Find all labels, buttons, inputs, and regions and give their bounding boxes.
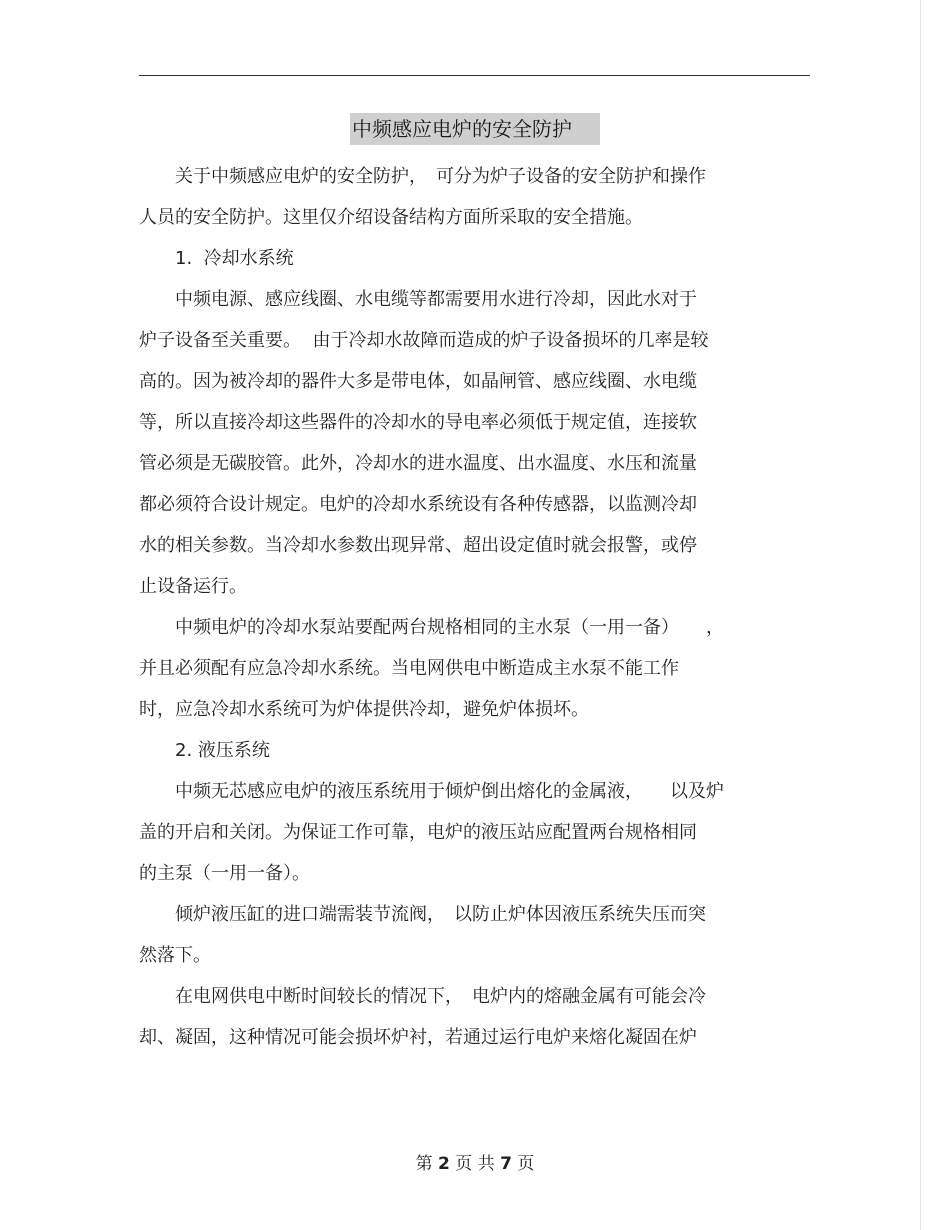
text-line: 2. 液压系统 <box>139 740 270 761</box>
document-body <box>139 156 810 1058</box>
text-line: 止设备运行。 <box>139 576 247 597</box>
text-line: 并且必须配有应急冷却水系统。当电网供电中断造成主水泵不能工作 <box>139 658 679 679</box>
page-footer <box>0 1150 950 1178</box>
text-line: 中频无芯感应电炉的液压系统用于倾炉倒出熔化的金属液， 以及炉 <box>139 781 724 802</box>
text-line: 却、凝固，这种情况可能会损坏炉衬，若通过运行电炉来熔化凝固在炉 <box>139 1027 697 1048</box>
footer-page-number: 2 <box>438 1154 450 1174</box>
text-line: 在电网供电中断时间较长的情况下， 电炉内的熔融金属有可能会冷 <box>139 986 706 1007</box>
text-line: 时，应急冷却水系统可为炉体提供冷却，避免炉体损坏。 <box>139 699 589 720</box>
text-line: 等，所以直接冷却这些器件的冷却水的导电率必须低于规定值，连接软 <box>139 412 697 433</box>
footer-total-pages: 7 <box>500 1154 512 1174</box>
page-edge <box>920 0 921 1230</box>
text-line: 盖的开启和关闭。为保证工作可靠，电炉的液压站应配置两台规格相同 <box>139 822 697 843</box>
text-line: 中频电炉的冷却水泵站要配两台规格相同的主水泵（一用一备） ， <box>139 617 724 638</box>
text-line: 关于中频感应电炉的安全防护， 可分为炉子设备的安全防护和操作 <box>139 166 706 187</box>
text-line: 1. 冷却水系统 <box>139 248 294 269</box>
text-line: 管必须是无碳胶管。此外，冷却水的进水温度、出水温度、水压和流量 <box>139 453 697 474</box>
text-line: 的主泵（一用一备）。 <box>139 863 310 884</box>
text-line: 然落下。 <box>139 945 211 966</box>
text-line: 都必须符合设计规定。电炉的冷却水系统设有各种传感器，以监测冷却 <box>139 494 697 515</box>
header-rule <box>139 75 810 76</box>
title-container <box>0 113 950 145</box>
text-line: 炉子设备至关重要。 由于冷却水故障而造成的炉子设备损坏的几率是较 <box>139 330 709 351</box>
footer-suffix: 页 <box>517 1154 535 1174</box>
footer-prefix: 第 <box>415 1154 433 1174</box>
text-line: 人员的安全防护。这里仅介绍设备结构方面所采取的安全措施。 <box>139 207 643 228</box>
text-line: 高的。因为被冷却的器件大多是带电体，如晶闸管、感应线圈、水电缆 <box>139 371 697 392</box>
text-line: 中频电源、感应线圈、水电缆等都需要用水进行冷却，因此水对于 <box>139 289 697 310</box>
footer-mid: 页 共 <box>455 1154 495 1174</box>
text-line: 水的相关参数。当冷却水参数出现异常、超出设定值时就会报警，或停 <box>139 535 697 556</box>
document-title: 中频感应电炉的安全防护 <box>350 113 600 145</box>
text-line: 倾炉液压缸的进口端需装节流阀， 以防止炉体因液压系统失压而突 <box>139 904 706 925</box>
